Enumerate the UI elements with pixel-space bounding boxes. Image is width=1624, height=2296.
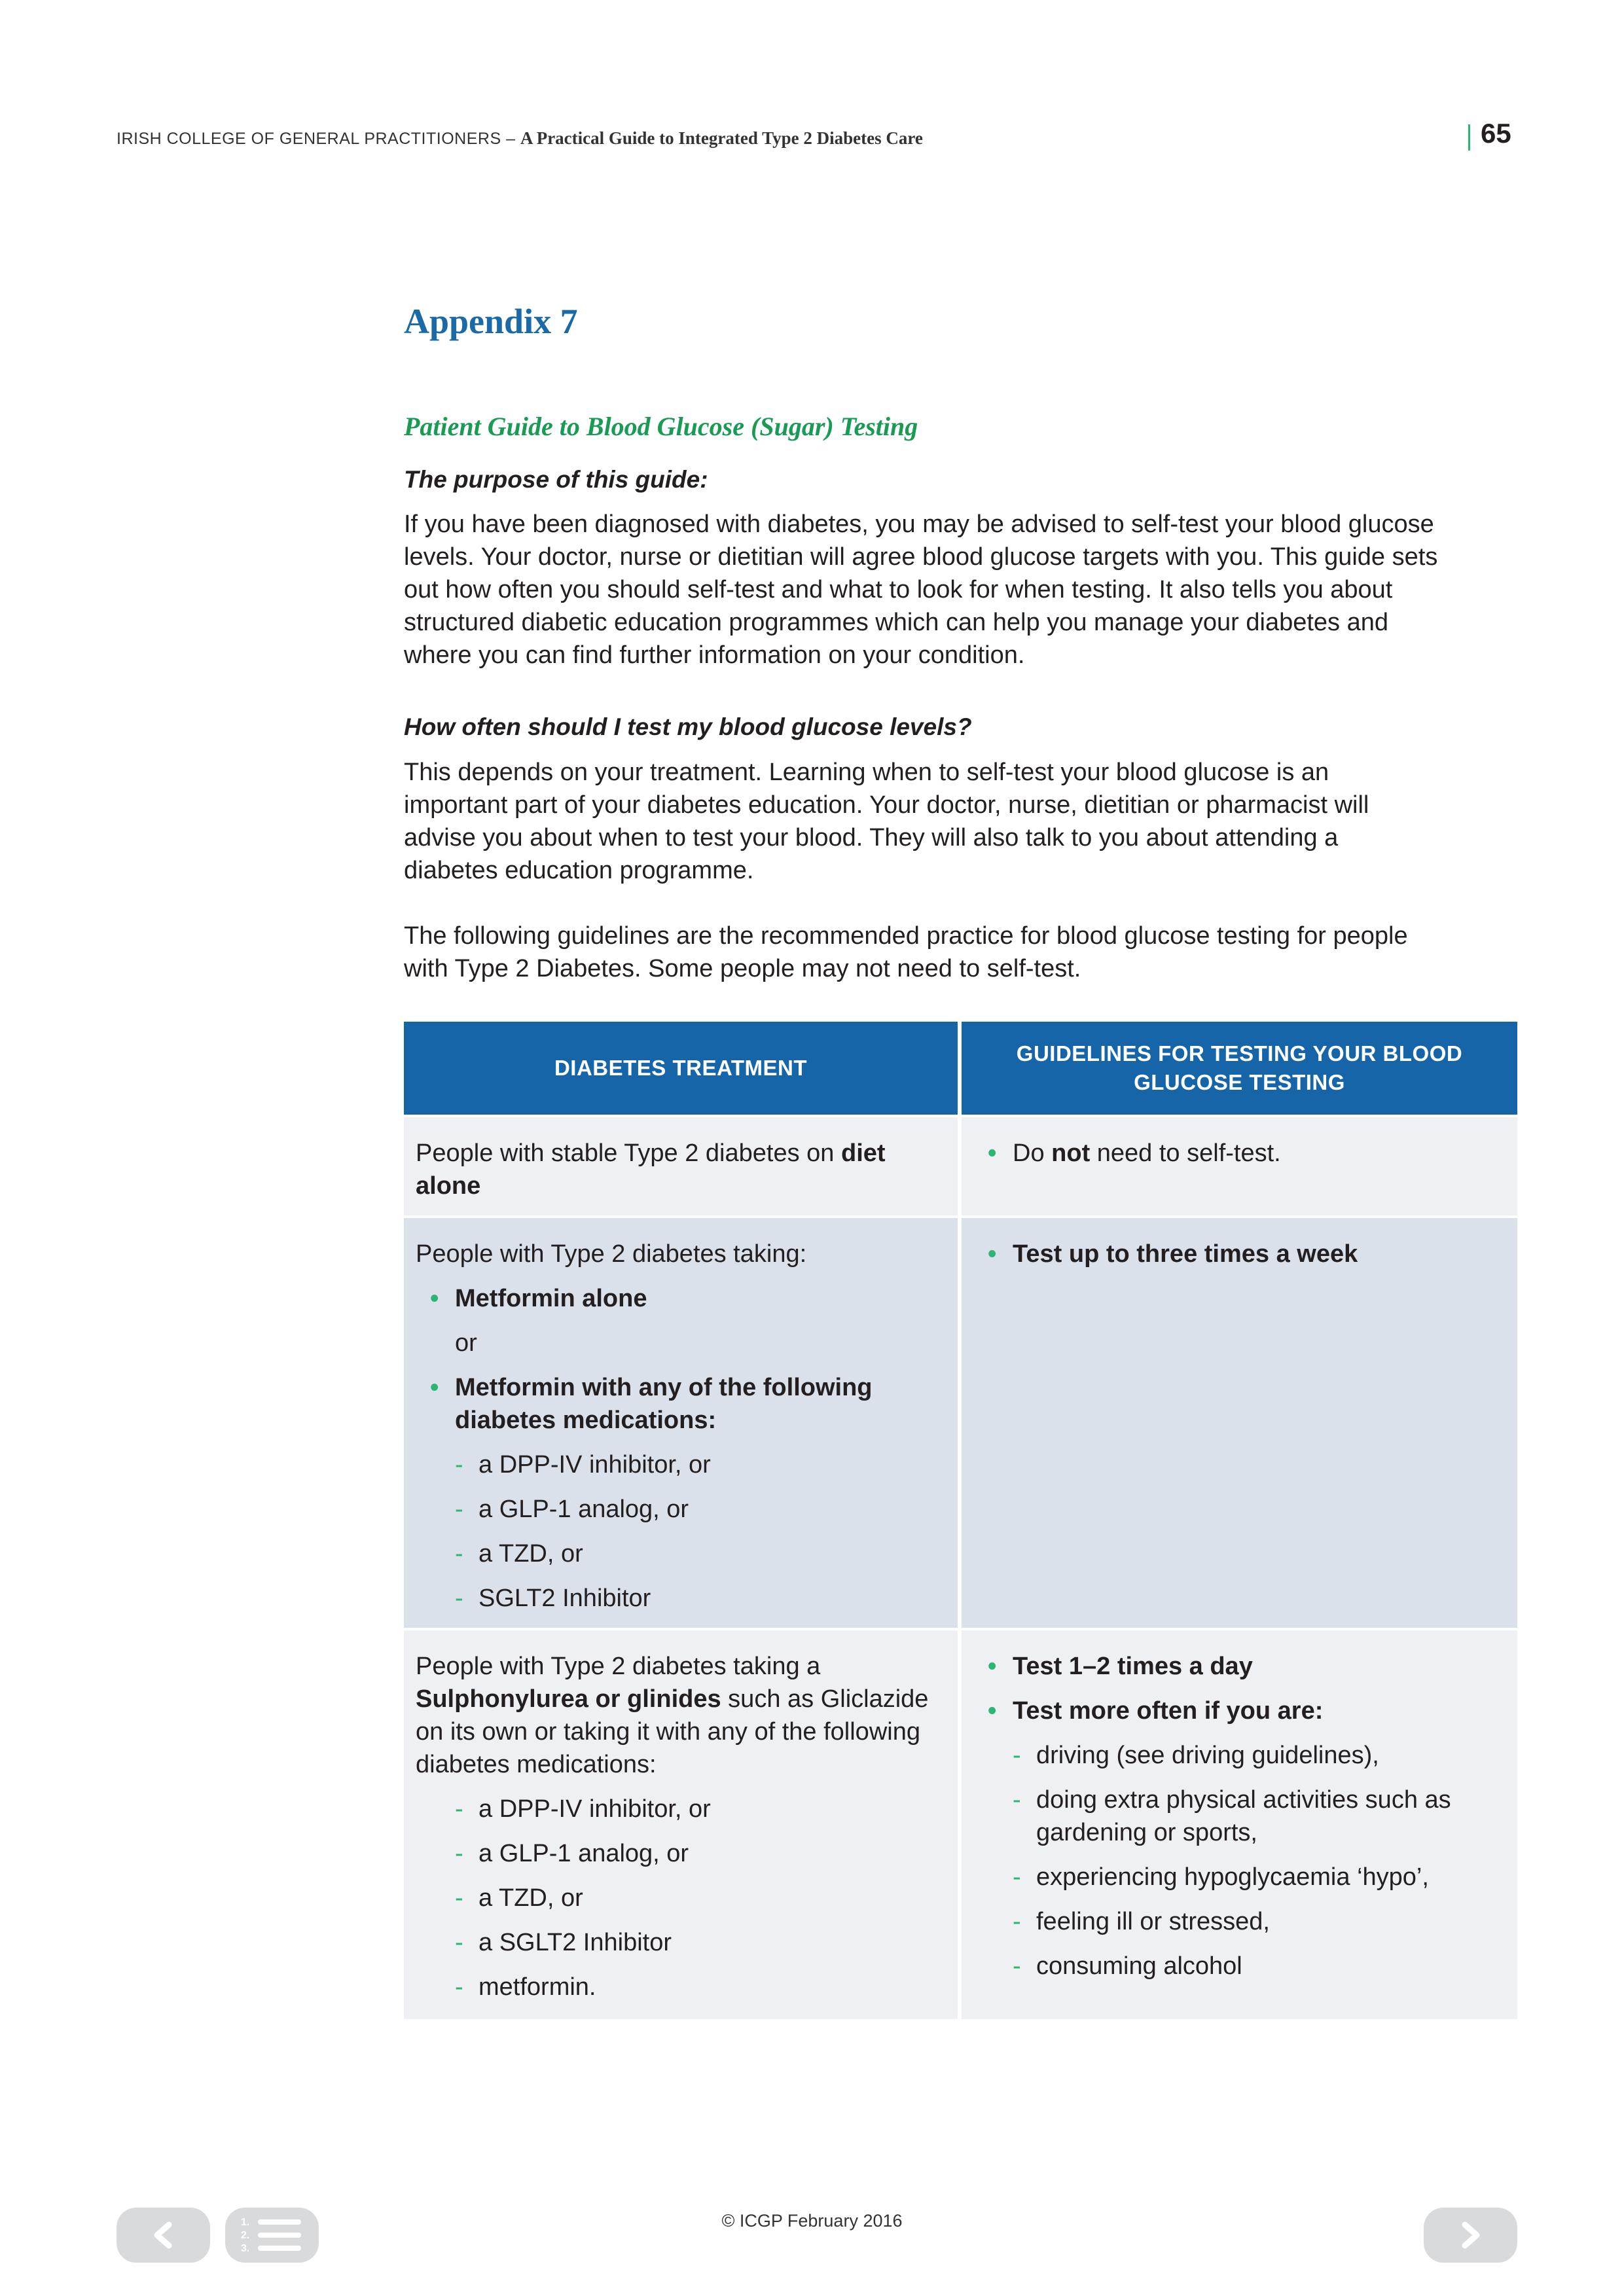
dash-icon: - [455, 1840, 463, 1867]
dash-icon: - [1013, 1786, 1021, 1814]
column-header-guidelines: GUIDELINES FOR TESTING YOUR BLOOD GLUCOSE TESTING [962, 1022, 1517, 1115]
testing-guidelines-table [404, 1022, 1517, 2019]
medication-text: SGLT2 Inhibitor [478, 1585, 651, 1612]
how-often-line: advise you about when to test your blood. They will also talk to you about attending a [404, 824, 1339, 852]
medication-item [416, 1837, 946, 1870]
dash-icon: - [1013, 1908, 1021, 1935]
chevron-right-icon [1424, 2208, 1517, 2263]
dash-icon: - [1013, 1742, 1021, 1769]
header-title: A Practical Guide to Integrated Type 2 Diabetes Care [520, 128, 923, 148]
page-number-divider [1468, 124, 1470, 151]
bullet-dot-icon: • [988, 1653, 997, 1680]
treatment-bullet [416, 1371, 946, 1437]
bullet-dot-icon: • [988, 1139, 997, 1167]
medication-text: a DPP-IV inhibitor, or [478, 1451, 711, 1479]
purpose-line: out how often you should self-test and what to look for when testing. It also tells you about [404, 576, 1393, 603]
dash-icon: - [455, 1929, 463, 1956]
table-row [404, 1628, 1517, 2019]
medication-item [416, 1493, 946, 1526]
treatment-intro [416, 1650, 946, 1781]
treatment-bullet [416, 1282, 946, 1315]
guideline-bullet [973, 1137, 1506, 1170]
guideline-bullet [973, 1238, 1506, 1270]
purpose-heading: The purpose of this guide: [404, 466, 708, 493]
condition-text: experiencing hypoglycaemia ‘hypo’, [1036, 1863, 1429, 1891]
bullet-dot-icon: • [988, 1240, 997, 1268]
condition-text: feeling ill or stressed, [1036, 1908, 1270, 1935]
guideline-text: Do [1013, 1139, 1052, 1167]
dash-icon: - [455, 1973, 463, 2001]
previous-page-button[interactable] [117, 2208, 210, 2263]
table-header-row [404, 1022, 1517, 1115]
purpose-line: If you have been diagnosed with diabetes, you may be advised to self-test your blood glucose [404, 511, 1434, 538]
condition-item [973, 1950, 1506, 1982]
copyright-footer: © ICGP February 2016 [721, 2211, 903, 2231]
page-number: 65 [1481, 118, 1511, 149]
medication-item [416, 1582, 946, 1615]
condition-item [973, 1739, 1506, 1772]
condition-text: consuming alcohol [1036, 1952, 1242, 1980]
chevron-left-icon [117, 2208, 210, 2263]
medication-text: a DPP-IV inhibitor, or [478, 1795, 711, 1823]
toc-number: 2. [241, 2230, 250, 2241]
how-often-line: important part of your diabetes education. Your doctor, nurse, dietitian or pharmacist will [404, 791, 1369, 819]
medication-text: a GLP-1 analog, or [478, 1496, 689, 1523]
guideline-text: need to self-test. [1090, 1139, 1281, 1167]
dash-icon: - [1013, 1952, 1021, 1980]
dash-icon: - [455, 1540, 463, 1568]
treatment-bullet-text: Metformin with any of the following diabetes medications: [455, 1374, 873, 1434]
toc-number: 1. [241, 2217, 250, 2228]
treatment-text: People with stable Type 2 diabetes on [416, 1139, 841, 1167]
medication-text: a TZD, or [478, 1540, 583, 1568]
dash-icon: - [455, 1496, 463, 1523]
how-often-heading: How often should I test my blood glucose levels? [404, 713, 972, 740]
condition-text: doing extra physical activities such as gardening or sports, [1036, 1786, 1451, 1846]
header-separator: – [501, 130, 520, 148]
guideline-cell [962, 1218, 1517, 1628]
table-of-contents-button[interactable] [225, 2208, 319, 2263]
bullet-dot-icon: • [988, 1697, 997, 1725]
treatment-cell [404, 1218, 958, 1628]
medication-text: a TZD, or [478, 1884, 583, 1912]
guideline-bullet [973, 1695, 1506, 1727]
medication-item [416, 1882, 946, 1914]
dash-icon: - [455, 1451, 463, 1479]
treatment-cell [404, 1630, 958, 2019]
numbered-list-icon [225, 2208, 319, 2263]
guidelines-intro-paragraph [404, 920, 1517, 985]
treatment-text: People with Type 2 diabetes taking a [416, 1653, 821, 1680]
purpose-paragraph [404, 508, 1517, 672]
how-often-line: diabetes education programme. [404, 857, 754, 884]
dash-icon: - [1013, 1863, 1021, 1891]
guideline-cell [962, 1117, 1517, 1215]
column-header-treatment: DIABETES TREATMENT [404, 1022, 958, 1115]
next-page-button[interactable] [1424, 2208, 1517, 2263]
purpose-line: where you can find further information on your condition. [404, 641, 1025, 669]
header-org: IRISH COLLEGE OF GENERAL PRACTITIONERS [117, 130, 501, 148]
guideline-bullet [973, 1650, 1506, 1683]
medication-text: metformin. [478, 1973, 596, 2001]
guidelines-intro-line: The following guidelines are the recommended practice for blood glucose testing for people [404, 922, 1408, 950]
treatment-bold-text: diet alone [416, 1139, 886, 1200]
guideline-bold-text: not [1051, 1139, 1091, 1167]
treatment-intro: People with Type 2 diabetes taking: [416, 1240, 807, 1268]
medication-item [416, 1448, 946, 1481]
or-text: or [455, 1329, 477, 1357]
dash-icon: - [455, 1795, 463, 1823]
how-often-line: This depends on your treatment. Learning when to self-test your blood glucose is an [404, 759, 1329, 786]
medication-text: a GLP-1 analog, or [478, 1840, 689, 1867]
table-row [404, 1115, 1517, 1215]
treatment-text: such as Gliclazide on its own or taking it with any of the following diabetes medications: [416, 1685, 929, 1778]
appendix-title: Appendix 7 [404, 302, 578, 341]
condition-item [973, 1861, 1506, 1893]
treatment-bullet-text: Metformin alone [455, 1285, 647, 1312]
guidelines-intro-line: with Type 2 Diabetes. Some people may not need to self-test. [404, 955, 1081, 982]
guideline-bold-text: Test up to three times a week [1013, 1240, 1358, 1268]
condition-text: driving (see driving guidelines), [1036, 1742, 1379, 1769]
condition-item [973, 1784, 1506, 1849]
medication-item [416, 1793, 946, 1825]
condition-item [973, 1905, 1506, 1938]
medication-item [416, 1537, 946, 1570]
table-row [404, 1215, 1517, 1628]
bullet-dot-icon: • [430, 1285, 439, 1312]
running-header [117, 128, 923, 149]
dash-icon: - [455, 1585, 463, 1612]
bullet-dot-icon: • [430, 1374, 439, 1401]
how-often-paragraph [404, 756, 1517, 887]
purpose-line: levels. Your doctor, nurse or dietitian will agree blood glucose targets with you. This guide sets [404, 543, 1438, 571]
treatment-bold-text: Sulphonylurea or glinides [416, 1685, 721, 1713]
section-subtitle: Patient Guide to Blood Glucose (Sugar) Testing [404, 412, 918, 441]
medication-item [416, 1971, 946, 2003]
guideline-cell [962, 1630, 1517, 2019]
guideline-bold-text: Test more often if you are: [1013, 1697, 1324, 1725]
treatment-cell [404, 1117, 958, 1215]
toc-number: 3. [241, 2243, 250, 2254]
medication-text: a SGLT2 Inhibitor [478, 1929, 672, 1956]
guideline-bold-text: Test 1–2 times a day [1013, 1653, 1253, 1680]
dash-icon: - [455, 1884, 463, 1912]
purpose-line: structured diabetic education programmes which can help you manage your diabetes and [404, 609, 1389, 636]
medication-item [416, 1926, 946, 1959]
